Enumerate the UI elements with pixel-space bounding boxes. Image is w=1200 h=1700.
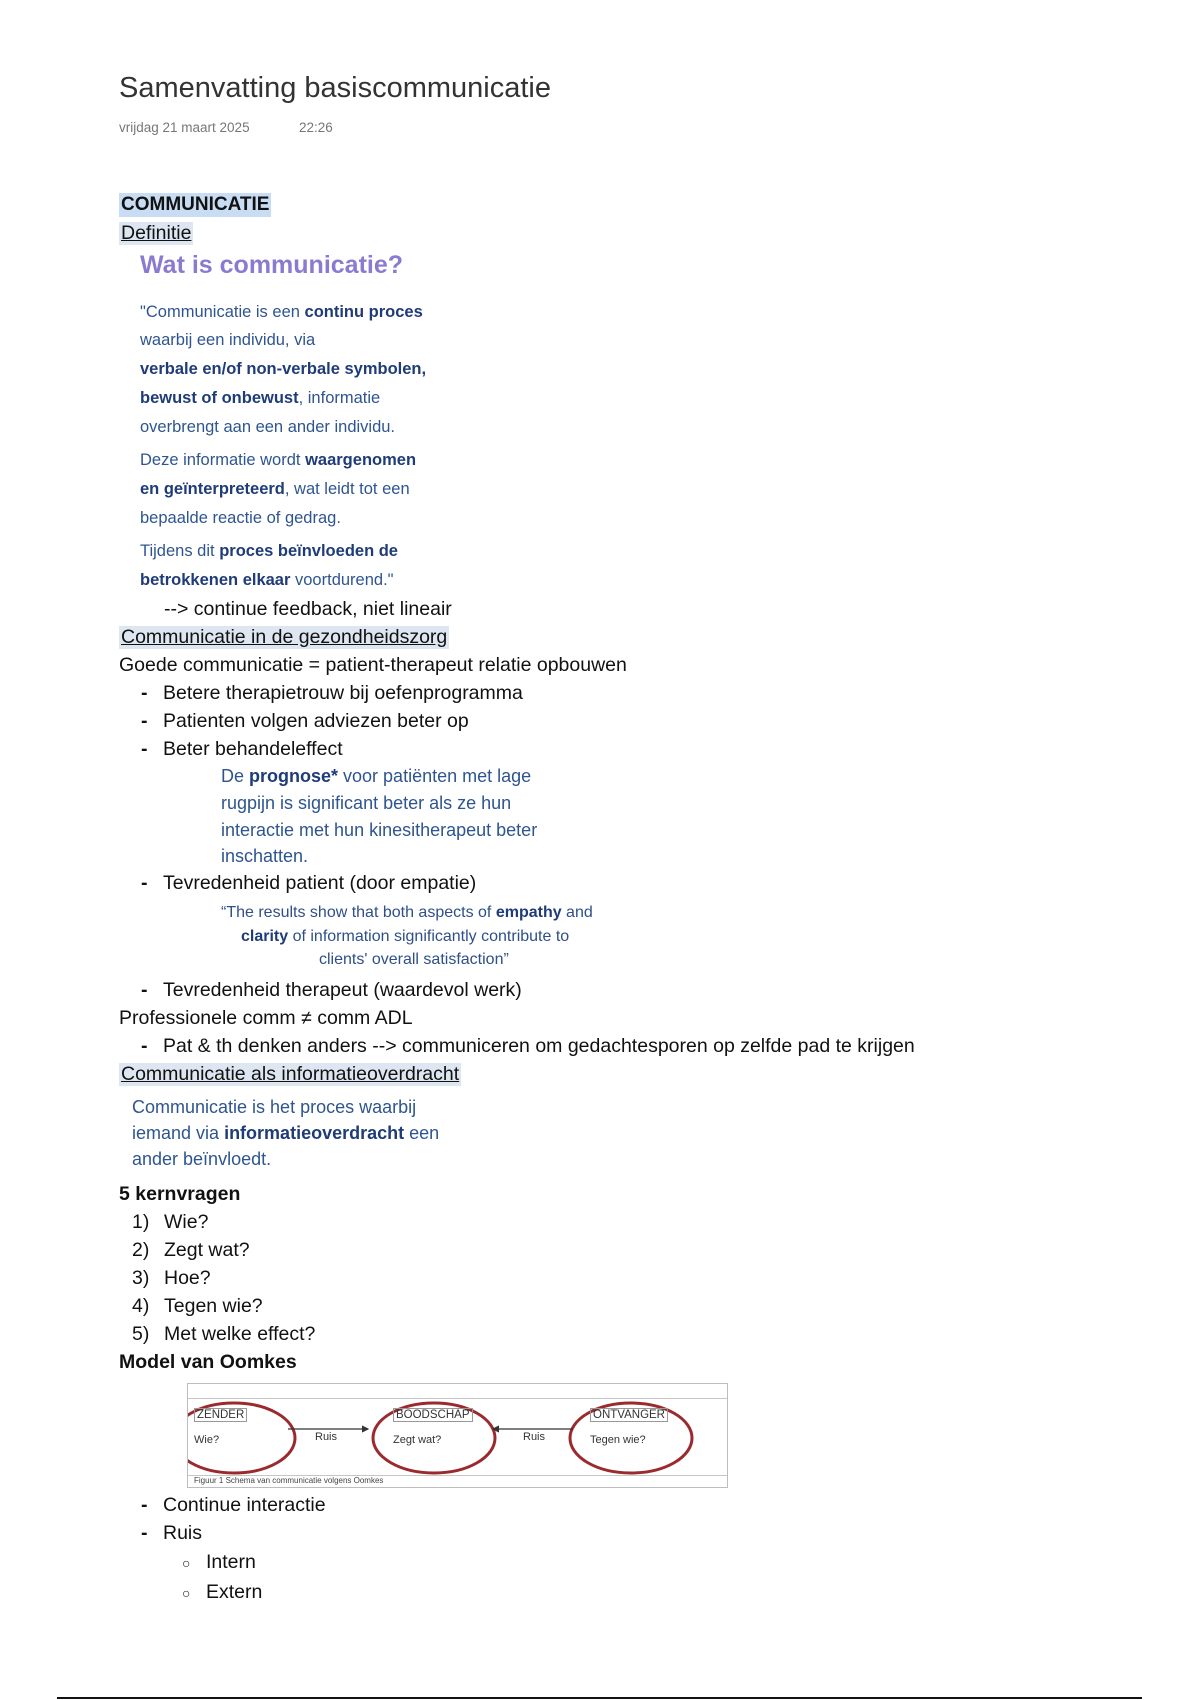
- figure-caption: Figuur 1 Schema van communicatie volgens Oomkes: [194, 1476, 384, 1485]
- quote-line: waarbij een individu, via: [140, 331, 316, 349]
- list-item: 3) Hoe?: [132, 1267, 211, 1289]
- ruis-label: Ruis: [315, 1431, 338, 1443]
- list-item: - Pat & th denken anders --> communiceren om gedachtesporen op zelfde pad te krijgen: [141, 1035, 915, 1057]
- oomkes-figure: [187, 1383, 728, 1488]
- quote-line: overbrengt aan een ander individu.: [140, 418, 396, 436]
- sub-list-item: ○ Intern: [182, 1551, 256, 1573]
- quote-line: "Communicatie is een continu proces: [140, 303, 423, 321]
- prognose-line: interactie met hun kinesitherapeut beter: [221, 820, 538, 840]
- ruis-label: Ruis: [523, 1431, 546, 1443]
- prof-comm-text: Professionele comm ≠ comm ADL: [119, 1007, 413, 1029]
- list-item: - Tevredenheid therapeut (waardevol werk): [141, 979, 522, 1001]
- subheading-informatieoverdracht: Communicatie als informatieoverdracht: [121, 1063, 460, 1085]
- section-heading: COMMUNICATIE: [121, 194, 270, 215]
- list-item: - Beter behandeleffect: [141, 738, 343, 760]
- empathy-quote-line: clarity of information significantly contribute to: [241, 928, 570, 945]
- oomkes-title: Model van Oomkes: [119, 1351, 297, 1373]
- intro-text: Goede communicatie = patient-therapeut relatie opbouwen: [119, 654, 627, 676]
- kernvragen-title: 5 kernvragen: [119, 1183, 241, 1205]
- quote-line: bewust of onbewust, informatie: [140, 389, 381, 407]
- empathy-quote-line: clients' overall satisfaction”: [319, 951, 509, 968]
- quote-line: Deze informatie wordt waargenomen: [140, 451, 417, 469]
- list-item: - Ruis: [141, 1522, 203, 1544]
- info-quote-line: ander beïnvloedt.: [132, 1149, 272, 1169]
- circle-bullet-icon: ○: [182, 1585, 191, 1601]
- quote-line: en geïnterpreteerd, wat leidt tot een: [140, 480, 410, 498]
- info-quote-line: Communicatie is het proces waarbij: [132, 1097, 417, 1117]
- list-item: 1) Wie?: [132, 1211, 209, 1233]
- subheading-gezondheidszorg: Communicatie in de gezondheidszorg: [121, 626, 448, 648]
- empathy-quote-line: “The results show that both aspects of empathy and: [221, 904, 593, 921]
- list-item: - Betere therapietrouw bij oefenprogramma: [141, 682, 523, 704]
- page-title: Samenvatting basiscommunicatie: [119, 72, 551, 104]
- subheading-definitie: Definitie: [121, 222, 192, 244]
- boodschap-node: BOODSCHAP Zegt wat?: [393, 1408, 473, 1446]
- list-item: 4) Tegen wie?: [132, 1295, 263, 1317]
- circle-bullet-icon: ○: [182, 1555, 191, 1571]
- list-item: - Continue interactie: [141, 1494, 326, 1516]
- prognose-line: inschatten.: [221, 846, 309, 866]
- list-item: 5) Met welke effect?: [132, 1323, 316, 1345]
- list-item: - Patienten volgen adviezen beter op: [141, 710, 469, 732]
- quote-line: betrokkenen elkaar voortdurend.": [140, 571, 394, 589]
- zender-node: ZENDER Wie?: [194, 1408, 247, 1446]
- page-time: 22:26: [299, 120, 333, 135]
- sub-list-item: ○ Extern: [182, 1581, 263, 1603]
- quote-line: verbale en/of non-verbale symbolen,: [140, 360, 427, 378]
- prognose-line: De prognose* voor patiënten met lage: [221, 766, 532, 786]
- list-item: 2) Zegt wat?: [132, 1239, 250, 1261]
- question-title: Wat is communicatie?: [140, 251, 404, 279]
- quote-line: bepaalde reactie of gedrag.: [140, 509, 341, 527]
- list-item: - Tevredenheid patient (door empatie): [141, 872, 477, 894]
- info-quote-line: iemand via informatieoverdracht een: [132, 1123, 440, 1143]
- ontvanger-node: ONTVANGER Tegen wie?: [590, 1408, 668, 1446]
- page-date: vrijdag 21 maart 2025: [119, 120, 250, 135]
- quote-line: Tijdens dit proces beïnvloeden de: [140, 542, 398, 560]
- page-bottom-rule: [57, 1697, 1142, 1699]
- prognose-line: rugpijn is significant beter als ze hun: [221, 793, 512, 813]
- feedback-note: --> continue feedback, niet lineair: [164, 598, 452, 620]
